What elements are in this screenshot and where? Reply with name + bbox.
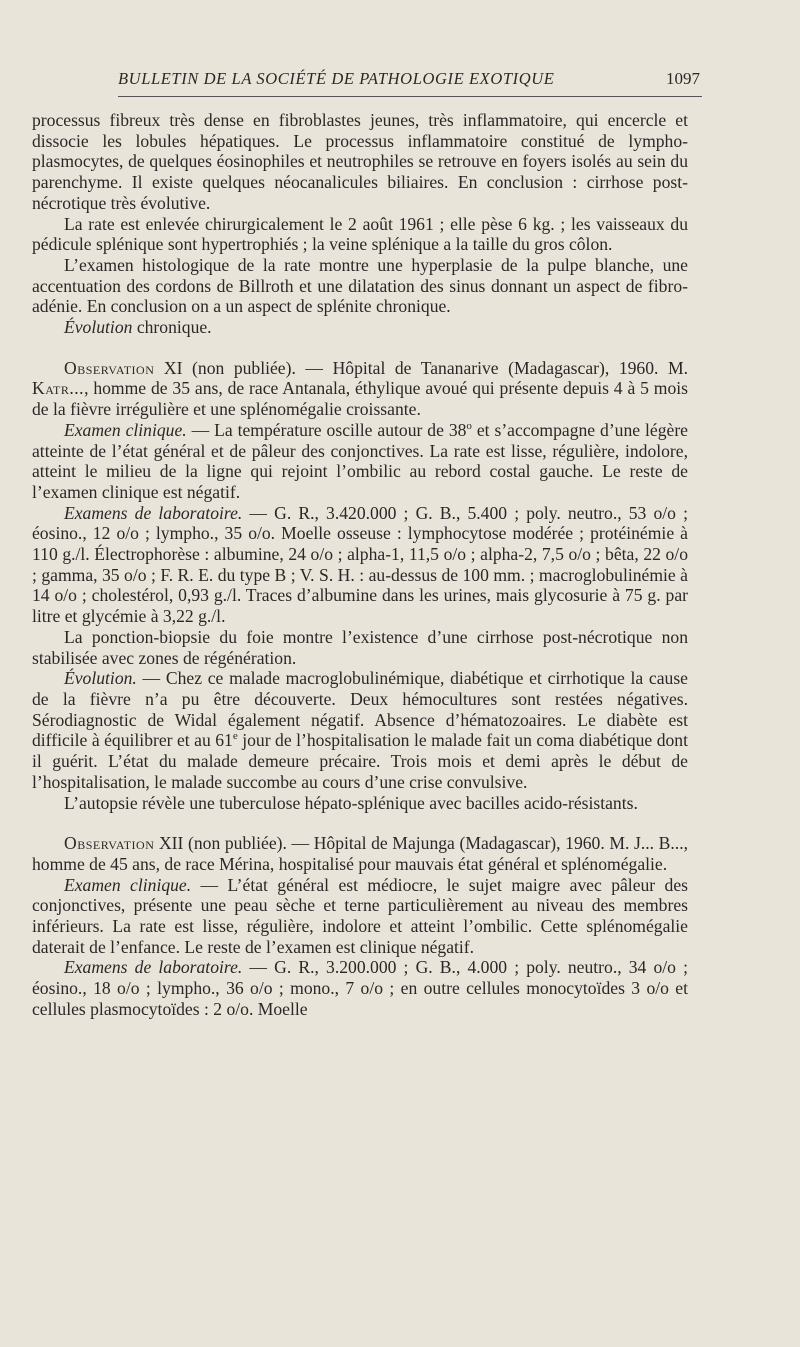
- observation-12-heading: [32, 833, 688, 874]
- page-number: 1097: [666, 69, 700, 88]
- clinical-exam-11-label: Examen clinique.: [64, 419, 187, 440]
- observation-12-label: Observation: [64, 833, 155, 854]
- biopsy-11: La ponction-biopsie du foie montre l’existence d’une cirrhose post-nécrotique non stabilisée avec zones de régénération.: [32, 626, 688, 668]
- clinical-exam-11-text: — La température oscille autour de 38: [186, 419, 467, 440]
- evolution-11-text: — Chez ce malade macroglobulinémique, diabétique et cirrhotique la cause de la fièvre n’a pu être découverte. Deux hémocultures sont restées négatives. Sérodiagnostic de Widal également négatif. Absence d’hématozoaires. Le diabète est difficile à équilibrer et au 61: [32, 668, 688, 751]
- lab-exam-11-label: Examens de laboratoire.: [64, 502, 243, 523]
- observation-11-label: Observation: [64, 357, 155, 378]
- autopsy-11: L’autopsie révèle une tuberculose hépato-splénique avec bacilles acido-résistants.: [64, 792, 638, 813]
- lab-exam-12-text: — G. R., 3.200.000 ; G. B., 4.000 ; poly. neutro., 34 o/o ; éosino., 18 o/o ; lympho., 36 o/o ; mono., 7 o/o ; en outre cellules monocytoïdes 3 o/o et cellules plasmocytoïdes : 2 o/o. Moelle: [32, 957, 688, 1019]
- clinical-exam-12-text: — L’état général est médiocre, le sujet maigre avec pâleur des conjonctives, présente une peau sèche et terne particulièrement au niveau des membres inférieurs. La rate est lisse, régulière, indolore et atteint l’ombilic. Cette splénomégalie daterait de l’enfance. Le reste de l’examen est clinique négatif.: [32, 874, 688, 957]
- evolution-11-label: Évolution.: [64, 668, 137, 689]
- paragraph-spleen-removal: La rate est enlevée chirurgicalement le 2 août 1961 ; elle pèse 6 kg. ; les vaisseaux du pédicule splénique sont hypertrophiés ; la veine splénique a la taille du gros côlon.: [32, 213, 688, 255]
- article-body: [32, 110, 688, 1020]
- lab-exam-12: [32, 957, 688, 1019]
- lab-exam-11: [32, 503, 688, 627]
- observation-11-name: Katr...: [32, 378, 85, 399]
- evolution-11-rest: jour de l’hospitalisation le malade fait un coma diabétique dont il guérit. L’état du malade demeure précaire. Trois mois et demi après le début de l’hospitalisation, le malade succombe au cours d’une crise convulsive.: [32, 730, 688, 792]
- paragraph-histology-liver: processus fibreux très dense en fibroblastes jeunes, très inflammatoire, qui encercle et dissocie les lobules hépatiques. Le processus inflammatoire constitué de lympho-plasmocytes, de quelques éosinophiles et neutrophiles se retrouve en foyers isolés au sein du parenchyme. Il existe quelques néocanalicules biliaires. En conclusion : cirrhose post-nécrotique très évolutive.: [32, 110, 688, 213]
- evolution-label: Évolution: [64, 317, 133, 338]
- running-title: BULLETIN DE LA SOCIÉTÉ DE PATHOLOGIE EXOTIQUE: [118, 69, 555, 88]
- observation-11-rest: , homme de 35 ans, de race Antanala, éthylique avoué qui présente depuis 4 à 5 mois de la fièvre irrégulière et une splénomégalie croissante.: [32, 378, 688, 420]
- paragraph-spleen-histology: L’examen histologique de la rate montre une hyperplasie de la pulpe blanche, une accentuation des cordons de Billroth et une dilatation des sinus donnant un aspect de fibro-adénie. En conclusion on a un aspect de splénite chronique.: [32, 254, 688, 317]
- evolution-11-ordinal: e: [232, 730, 238, 743]
- clinical-exam-11: [32, 420, 688, 503]
- clinical-exam-11-rest: et s’accompagne d’une légère atteinte de l’état général et de pâleur des conjonctives. La rate est lisse, régulière, indolore, atteint le milieu de la ligne qui rejoint l’ombilic au rebord costal gauche. Le reste de l’examen clinique est négatif.: [32, 419, 688, 502]
- running-header: [118, 66, 702, 97]
- evolution-text: chronique.: [132, 317, 212, 338]
- clinical-exam-12-label: Examen clinique.: [64, 874, 192, 895]
- observation-11-heading: [32, 358, 688, 420]
- evolution-11: [32, 668, 688, 792]
- observation-11-text: XI (non publiée). — Hôpital de Tananarive (Madagascar), 1960. M.: [154, 357, 688, 378]
- lab-exam-12-label: Examens de laboratoire.: [64, 957, 243, 978]
- observation-12-text: XII (non publiée). — Hôpital de Majunga (Madagascar), 1960. M. J... B..., homme de 45 ans, de race Mérina, hospitalisé pour mauvais état général et splénomégalie.: [32, 833, 688, 874]
- clinical-exam-12: [32, 875, 688, 958]
- lab-exam-11-text: — G. R., 3.420.000 ; G. B., 5.400 ; poly. neutro., 53 o/o ; éosino., 12 o/o ; lympho., 35 o/o. Moelle osseuse : lymphocytose modérée ; protéinémie à 110 g./l. Électrophorèse : albumine, 24 o/o ; alpha-1, 11,5 o/o ; alpha-2, 7,5 o/o ; bêta, 22 o/o ; gamma, 35 o/o ; F. R. E. du type B ; V. S. H. : au-dessus de 100 mm. ; macroglobulinémie à 14 o/o ; cholestérol, 0,93 g./l. Traces d’albumine dans les urines, mais glycosurie à 75 g. par litre et glycémie à 3,22 g./l.: [32, 502, 688, 627]
- clinical-exam-11-degree: o: [466, 419, 472, 432]
- paragraph-evolution: [32, 317, 688, 338]
